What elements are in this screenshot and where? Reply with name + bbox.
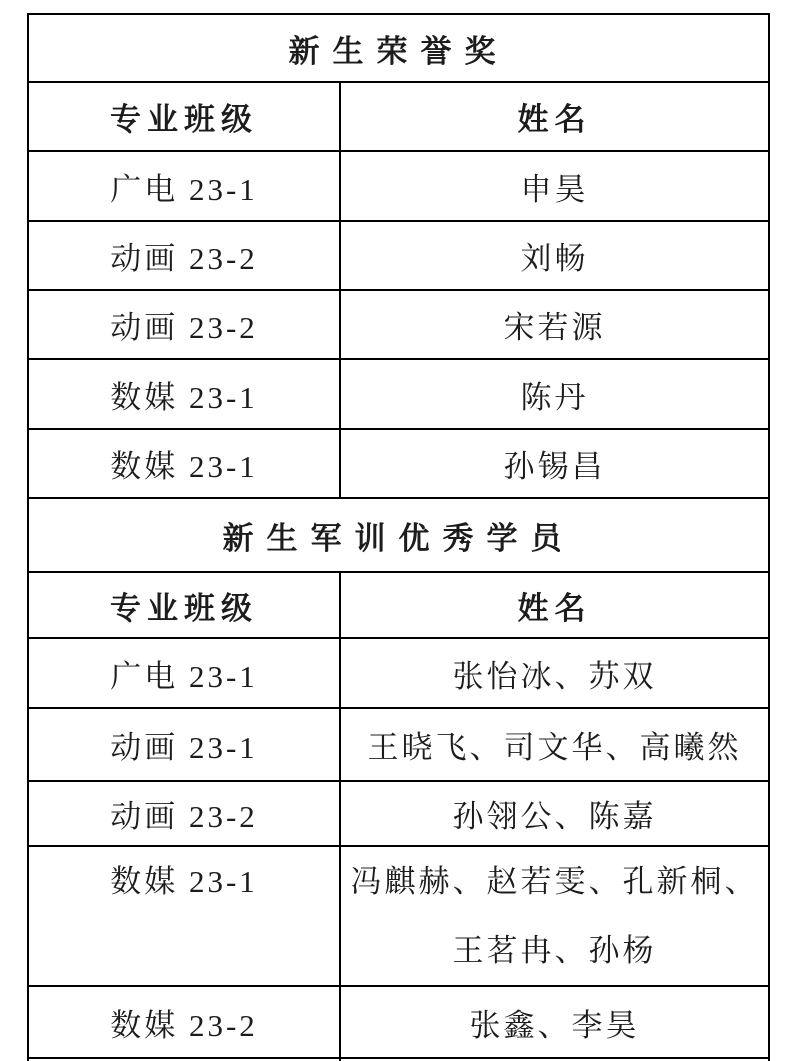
column-header-name: 姓名 (340, 572, 769, 638)
name-cell: 冯麒赫、赵若雯、孔新桐、王茗冉、孙杨 (340, 846, 769, 986)
section-1-header-row (28, 82, 769, 151)
section-1-title-row (28, 14, 769, 82)
table-row (28, 359, 769, 429)
class-cell: 广电 23-1 (28, 151, 340, 221)
column-header-class: 专业班级 (28, 572, 340, 638)
section-title: 新生军训优秀学员 (28, 498, 769, 572)
class-cell: 动画 23-2 (28, 781, 340, 846)
column-header-class: 专业班级 (28, 82, 340, 151)
name-cell: 张怡冰、苏双 (340, 638, 769, 708)
table-row (28, 846, 769, 986)
section-title: 新生荣誉奖 (28, 14, 769, 82)
name-cell: 孙锡昌 (340, 429, 769, 498)
name-cell: 张鑫、李昊 (340, 986, 769, 1058)
name-cell: 刘畅 (340, 221, 769, 290)
class-cell: 数媒 23-1 (28, 846, 340, 986)
table-row (28, 638, 769, 708)
class-cell: 动画 23-1 (28, 708, 340, 781)
name-cell: 申昊 (340, 151, 769, 221)
table-row (28, 429, 769, 498)
table-row (28, 781, 769, 846)
section-2-title-row (28, 498, 769, 572)
class-cell: 数媒 23-2 (28, 986, 340, 1058)
class-cell: 广电 23-1 (28, 638, 340, 708)
table-row (28, 708, 769, 781)
table-row (28, 290, 769, 359)
class-cell: 动画 23-2 (28, 290, 340, 359)
table-row (28, 221, 769, 290)
table-row (28, 151, 769, 221)
table-row (28, 986, 769, 1058)
class-cell: 数媒 23-1 (28, 359, 340, 429)
class-cell: 动画 23-2 (28, 221, 340, 290)
name-cell: 孙翎公、陈嘉 (340, 781, 769, 846)
name-cell: 宋若源 (340, 290, 769, 359)
name-cell: 王晓飞、司文华、高曦然 (340, 708, 769, 781)
section-2-header-row (28, 572, 769, 638)
class-cell: 数媒 23-1 (28, 429, 340, 498)
awards-table (27, 13, 770, 1061)
name-cell: 陈丹 (340, 359, 769, 429)
column-header-name: 姓名 (340, 82, 769, 151)
